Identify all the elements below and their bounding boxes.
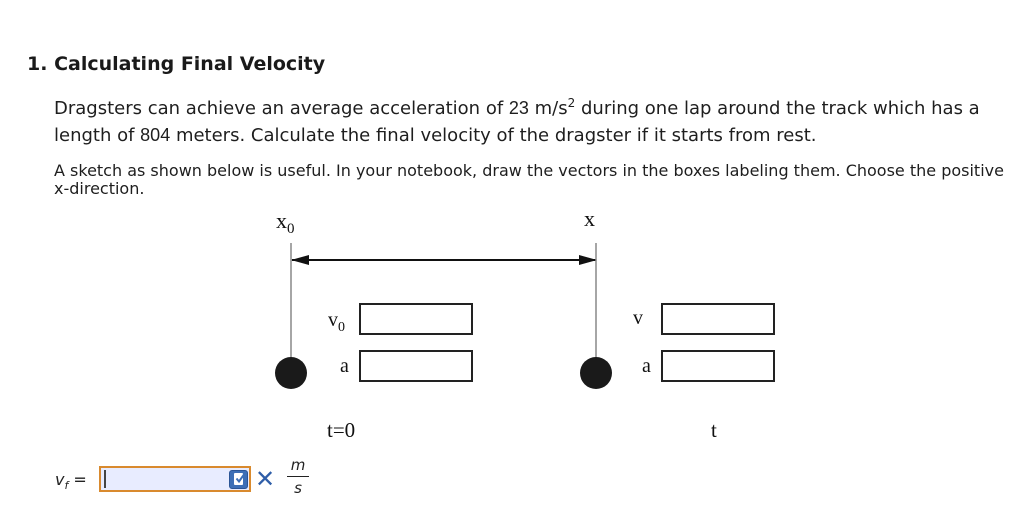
check-icon — [235, 473, 245, 484]
v-label: v — [633, 307, 643, 329]
fraction-bar — [287, 476, 309, 477]
text-cursor — [104, 470, 106, 488]
incorrect-icon: ✕ — [255, 465, 276, 493]
answer-var: v — [55, 470, 65, 489]
acceleration-value: 23 — [508, 98, 529, 118]
sketch-instructions: A sketch as shown below is useful. In your notebook, draw the vectors in the boxes labeling them. Choose the positive x-direction. — [54, 161, 1004, 198]
intro-text-1: Dragsters can achieve an average acceleration of — [54, 98, 509, 119]
start-position-ball — [275, 357, 307, 389]
unit-denominator: s — [294, 479, 302, 497]
answer-var-subscript: f — [64, 479, 69, 493]
a-left-label: a — [340, 355, 349, 377]
answer-equals: = — [68, 470, 87, 489]
final-velocity-label — [55, 470, 87, 492]
acceleration-exponent: 2 — [567, 96, 576, 110]
x0-label: $x_0$ — [276, 208, 295, 237]
question-number: 1. — [27, 53, 48, 75]
track-length-value: 804 — [140, 125, 171, 145]
intro-text-2: during one lap around the track which has a length of — [54, 98, 980, 146]
a-right-label: a — [642, 355, 651, 377]
end-position-ball — [580, 357, 612, 389]
check-answer-button[interactable] — [229, 470, 248, 489]
t-label: t — [711, 418, 717, 442]
question-title: Calculating Final Velocity — [54, 53, 326, 75]
v0-vector-box — [360, 304, 472, 334]
a-left-vector-box — [360, 351, 472, 381]
acceleration-unit: m/s — [528, 98, 568, 119]
intro-text-3: meters. Calculate the final velocity of the dragster if it starts from rest. — [170, 125, 817, 146]
v0-label: $v_0$ — [328, 309, 345, 335]
x-label: x — [584, 206, 595, 231]
unit-fraction — [285, 456, 311, 497]
v-vector-box — [662, 304, 774, 334]
t0-label: t=0 — [327, 418, 356, 442]
a-right-vector-box — [662, 351, 774, 381]
unit-numerator: m — [290, 456, 306, 474]
